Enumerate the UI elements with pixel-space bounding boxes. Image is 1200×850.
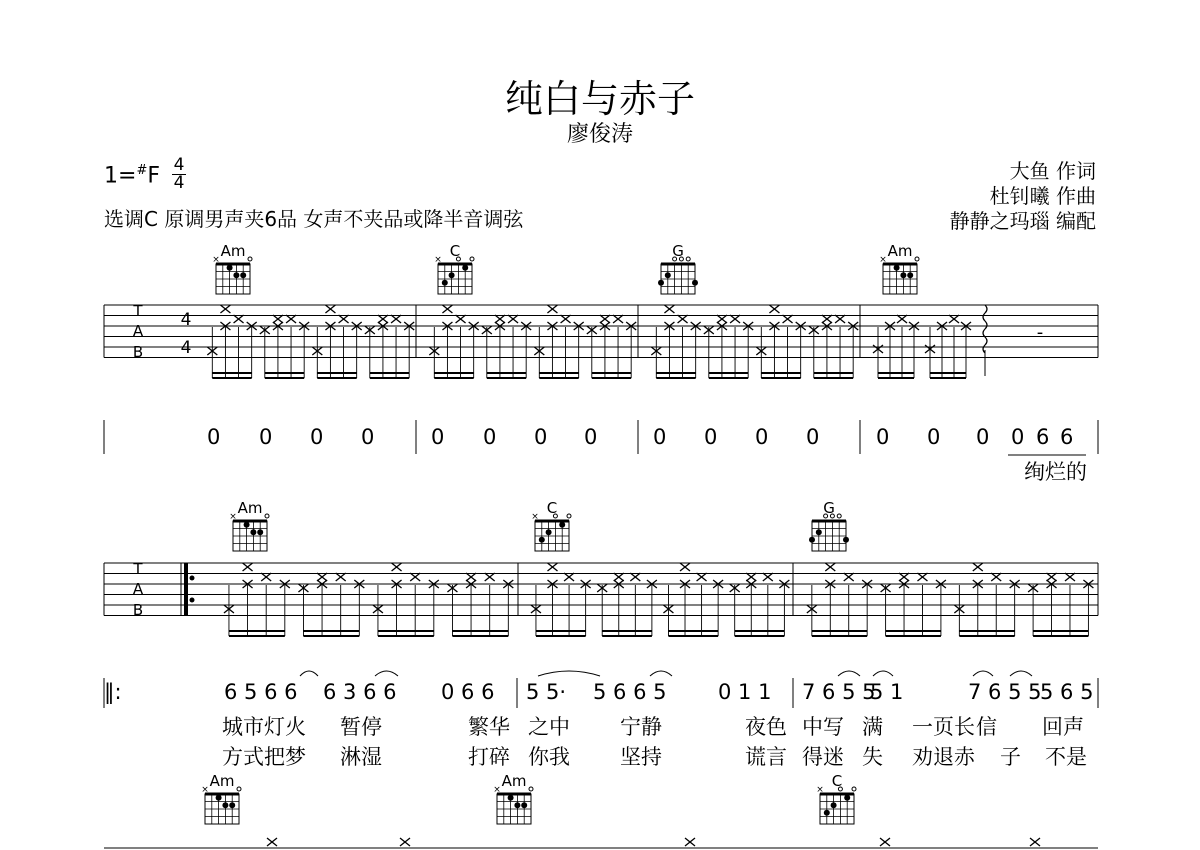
chord-finger [216, 795, 222, 801]
slur [838, 671, 860, 676]
lyric-verse2: 劝退赤 [912, 745, 975, 769]
chord-finger [539, 537, 545, 543]
lyric-verse1: 城市灯火 [222, 715, 306, 739]
lyric-verse1: 中写 [802, 715, 844, 739]
jianpu-note: 0 [806, 425, 820, 449]
lyric-line: 绚烂的 [1024, 460, 1087, 484]
credit-composer: 杜钊曦 作曲 [989, 184, 1096, 208]
artist-name: 廖俊涛 [566, 122, 633, 147]
time-signature: 4 4 [173, 155, 185, 193]
muted-string: × [434, 255, 442, 265]
chord-finger [658, 280, 664, 286]
chord-finger [546, 529, 552, 535]
jianpu-group: 0 6 6 [441, 680, 495, 704]
chord-finger [907, 272, 913, 278]
repeat-dot [190, 598, 195, 603]
slur [538, 671, 600, 676]
lyric-verse1: 宁静 [620, 715, 662, 739]
jianpu-note: 0 [755, 425, 769, 449]
jianpu-group: 5 5· [526, 680, 567, 704]
tab-label-a: A [132, 580, 144, 598]
lyric-verse1: 繁华 [468, 715, 510, 739]
open-string [470, 257, 474, 261]
lyric-verse2: 子 [1000, 745, 1021, 769]
open-string [915, 257, 919, 261]
rest-dash: - [1036, 322, 1044, 343]
chord-finger [894, 265, 900, 271]
chord-name: C [546, 499, 558, 517]
lyric-verse2: 失 [862, 745, 883, 769]
chord-finger [816, 529, 822, 535]
jianpu-note: 0 [927, 425, 941, 449]
jianpu-group: 6 3 6 6 [323, 680, 397, 704]
chord-finger [233, 272, 239, 278]
slur [300, 671, 318, 676]
open-string [686, 257, 690, 261]
jianpu-note: 0 [483, 425, 497, 449]
repeat-sign: ‖: [104, 680, 122, 704]
muted-string: × [201, 785, 209, 795]
chord-name: Am [237, 499, 263, 517]
tab-time-bottom: 4 [180, 338, 192, 358]
jianpu-note: 0 [976, 425, 990, 449]
chord-finger [692, 280, 698, 286]
lyric-verse2: 方式把梦 [222, 745, 306, 769]
muted-string: × [531, 512, 539, 522]
jianpu-group: 7 6 5 5 [802, 680, 876, 704]
chord-finger [240, 272, 246, 278]
muted-string: × [493, 785, 501, 795]
key-signature: 1=#F [104, 163, 160, 189]
open-string [248, 257, 252, 261]
lyric-verse2: 不是 [1045, 745, 1087, 769]
open-string [852, 787, 856, 791]
jianpu-note: 0 [361, 425, 375, 449]
tab-label-t: T [133, 302, 143, 320]
chord-finger [442, 280, 448, 286]
jianpu-note: 0 [259, 425, 273, 449]
chord-finger [449, 272, 455, 278]
chord-finger [514, 802, 520, 808]
chord-finger [229, 802, 235, 808]
tab-label-b: B [132, 601, 144, 619]
chord-name: G [672, 242, 684, 260]
lyric-verse1: 回声 [1042, 715, 1084, 739]
jianpu-note: 6 [1060, 425, 1074, 449]
lyric-verse1: 暂停 [340, 715, 382, 739]
slur [1010, 671, 1032, 676]
chord-finger [809, 537, 815, 543]
slur [375, 671, 398, 676]
jianpu-group: 0 1 1 [718, 680, 772, 704]
lyric-verse1: 之中 [528, 715, 570, 739]
chord-name: Am [887, 242, 913, 260]
jianpu-note: 0 [584, 425, 598, 449]
open-string [237, 787, 241, 791]
jianpu-note: 0 [310, 425, 324, 449]
tab-label-t: T [133, 560, 143, 578]
muted-string: × [212, 255, 220, 265]
tab-label-a: A [132, 322, 144, 340]
lyric-verse2: 淋湿 [340, 745, 382, 769]
chord-finger [508, 795, 514, 801]
song-title: 纯白与赤子 [504, 77, 695, 121]
jianpu-group: 5 1 [870, 680, 904, 704]
chord-finger [250, 529, 256, 535]
lyric-verse2: 坚持 [620, 745, 662, 769]
chord-finger [824, 810, 830, 816]
muted-string: × [879, 255, 887, 265]
slur [973, 671, 993, 676]
chord-name: C [831, 772, 843, 790]
chord-finger [462, 265, 468, 271]
jianpu-note: 0 [653, 425, 667, 449]
arpeggio-mark [983, 305, 987, 353]
jianpu-note: 0 [876, 425, 890, 449]
chord-finger [257, 529, 263, 535]
repeat-dot [190, 576, 195, 581]
lyric-verse2: 谎言 [745, 745, 787, 769]
jianpu-note: 0 [704, 425, 718, 449]
tab-label-b: B [132, 343, 144, 361]
lyric-verse1: 满 [862, 715, 883, 739]
lyric-verse1: 一页长 [912, 715, 975, 739]
open-string [529, 787, 533, 791]
slur [650, 671, 672, 676]
open-string [837, 514, 841, 518]
chord-name: Am [209, 772, 235, 790]
lyric-verse2: 你我 [528, 745, 570, 769]
tab-time-top: 4 [180, 310, 192, 330]
chord-name: C [449, 242, 461, 260]
lyric-verse1: 夜色 [745, 715, 787, 739]
jianpu-group: 5 6 5 [1040, 680, 1094, 704]
chord-finger [843, 537, 849, 543]
chord-finger [222, 802, 228, 808]
chord-finger [559, 522, 565, 528]
lyric-verse1: 信 [976, 715, 997, 739]
open-string [567, 514, 571, 518]
credit-arranger: 静静之玛瑙 编配 [949, 209, 1096, 233]
muted-string: × [816, 785, 824, 795]
jianpu-note: 0 [431, 425, 445, 449]
chord-finger [844, 795, 850, 801]
lyric-verse2: 得迷 [802, 745, 844, 769]
credit-lyricist: 大鱼 作词 [1009, 159, 1096, 183]
lyric-verse2: 打碎 [468, 745, 510, 769]
jianpu-note: 0 [1011, 425, 1025, 449]
capo-note: 选调C 原调男声夹6品 女声不夹品或降半音调弦 [104, 207, 524, 231]
slur [873, 671, 893, 676]
jianpu-group: 5 6 6 5 [593, 680, 667, 704]
jianpu-group: 7 6 5 5 [968, 680, 1042, 704]
chord-name: Am [501, 772, 527, 790]
chord-finger [227, 265, 233, 271]
jianpu-note: 6 [1036, 425, 1050, 449]
chord-name: G [823, 499, 835, 517]
jianpu-group: 6 5 6 6 [224, 680, 298, 704]
chord-finger [665, 272, 671, 278]
chord-name: Am [220, 242, 246, 260]
chord-finger [244, 522, 250, 528]
open-string [265, 514, 269, 518]
chord-finger [900, 272, 906, 278]
chord-finger [831, 802, 837, 808]
muted-string: × [229, 512, 237, 522]
jianpu-note: 0 [207, 425, 221, 449]
chord-finger [521, 802, 527, 808]
jianpu-note: 0 [534, 425, 548, 449]
